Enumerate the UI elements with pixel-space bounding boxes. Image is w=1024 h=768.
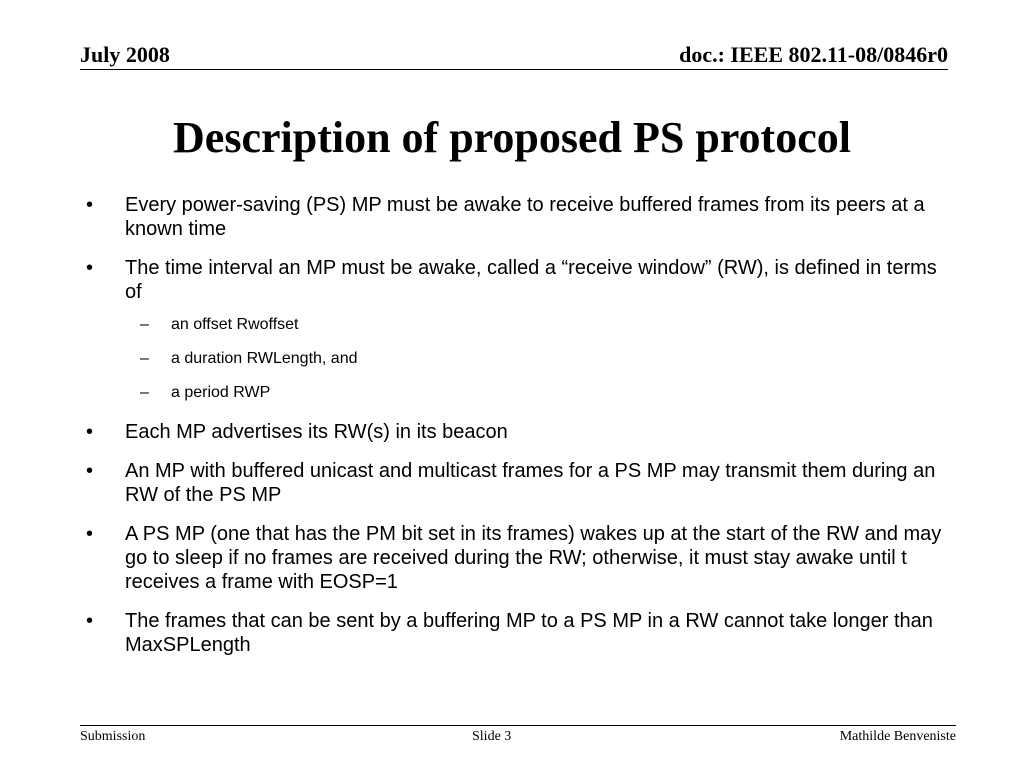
bullet-item	[83, 420, 943, 444]
sub-bullet-text: an offset Rwoffset	[171, 316, 299, 333]
sub-bullet-item	[83, 315, 943, 335]
bullet-text: The frames that can be sent by a buffering MP to a PS MP in a RW cannot take longer than MaxSPLength	[125, 610, 933, 656]
bullet-icon: •	[86, 257, 94, 279]
bullet-icon: •	[86, 421, 94, 443]
header-doc-id: doc.: IEEE 802.11-08/0846r0	[679, 42, 948, 67]
bullet-text: The time interval an MP must be awake, called a “receive window” (RW), is defined in terms of	[125, 257, 937, 303]
bullet-text: An MP with buffered unicast and multicast frames for a PS MP may transmit them during an RW of the PS MP	[125, 460, 936, 506]
bullet-item	[83, 459, 943, 507]
sub-bullet-item	[83, 383, 943, 403]
dash-icon: –	[140, 316, 149, 333]
bullet-item	[83, 193, 943, 241]
footer-divider	[80, 725, 956, 726]
bullet-icon: •	[86, 460, 94, 482]
sub-bullet-item	[83, 349, 943, 369]
sub-bullet-text: a duration RWLength, and	[171, 350, 358, 367]
bullet-icon: •	[86, 610, 94, 632]
footer-author: Mathilde Benveniste	[839, 729, 956, 744]
bullet-item	[83, 609, 943, 657]
dash-icon: –	[140, 384, 149, 401]
bullet-text: Every power-saving (PS) MP must be awake to receive buffered frames from its peers at a known time	[125, 194, 925, 240]
sub-bullet-text: a period RWP	[171, 384, 271, 401]
bullet-item	[83, 522, 943, 594]
footer-submission: Submission	[80, 729, 146, 744]
bullet-icon: •	[86, 523, 94, 545]
dash-icon: –	[140, 350, 149, 367]
slide-title: Description of proposed PS protocol	[173, 113, 851, 162]
bullet-item	[83, 256, 943, 304]
bullet-text: Each MP advertises its RW(s) in its beacon	[125, 421, 508, 443]
header-divider	[80, 69, 948, 70]
slide-content	[83, 193, 943, 672]
bullet-text: A PS MP (one that has the PM bit set in its frames) wakes up at the start of the RW and may go to sleep if no frames are received during the RW; otherwise, it must stay awake until t receives a frame with EOSP=1	[125, 523, 942, 593]
header-date: July 2008	[80, 42, 170, 67]
bullet-icon: •	[86, 194, 94, 216]
footer-slide-number: Slide 3	[472, 729, 512, 744]
